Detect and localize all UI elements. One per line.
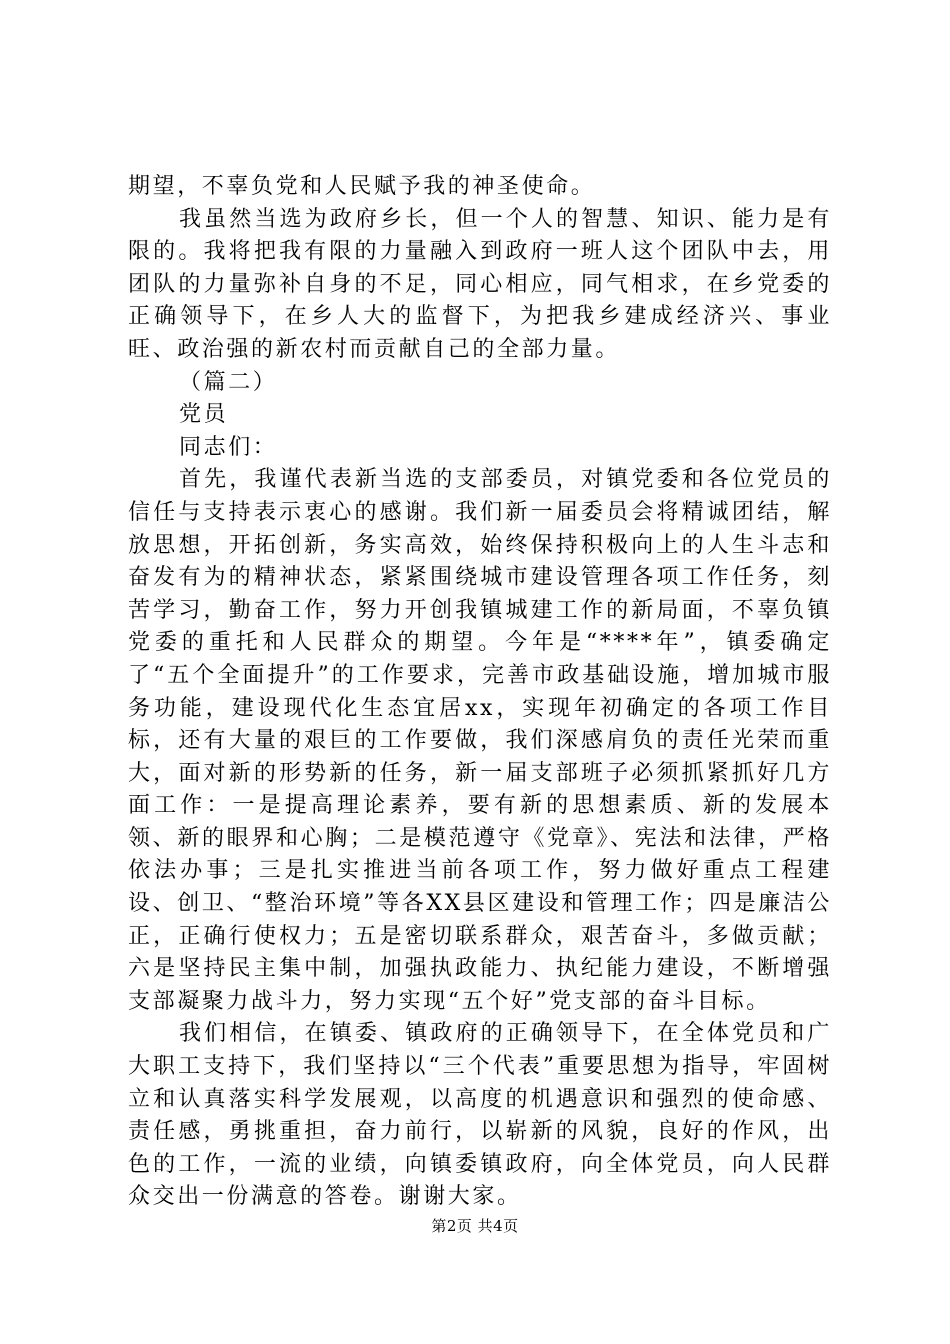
paragraph-thanks: 首先，我谨代表新当选的支部委员，对镇党委和各位党员的信任与支持表示衷心的感谢。我们新一届委员会将精诚团结，解放思想，开拓创新，务实高效，始终保持积极向上的人生斗志和奋发有为的精神状态，紧紧围绕城市建设管理各项工作任务，刻苦学习，勤奋工作，努力开创我镇城建工作的新局面，不辜负镇党委的重托和人民群众的期望。今年是“****年”，镇委确定了“五个全面提升”的工作要求，完善市政基础设施，增加城市服务功能，建设现代化生态宜居xx，实现年初确定的各项工作目标，还有大量的艰巨的工作要做，我们深感肩负的责任光荣而重大，面对新的形势新的任务，新一届支部班子必须抓紧抓好几方面工作：一是提高理论素养，要有新的思想素质、新的发展本领、新的眼界和心胸；二是模范遵守《党章》、宪法和法律，严格依法办事；三是扎实推进当前各项工作，努力做好重点工程建设、创卫、“整治环境”等各XX县区建设和管理工作；四是廉洁公正，正确行使权力；五是密切联系群众，艰苦奋斗，多做贡献；六是坚持民主集中制，加强执政能力、执纪能力建设，不断增强支部凝聚力战斗力，努力实现“五个好”党支部的奋斗目标。	[128, 467, 832, 1014]
salutation-comrades: 同志们：	[179, 434, 278, 460]
section-heading: （篇二）	[179, 369, 278, 395]
paragraph-continuation: 期望，不辜负党和人民赋予我的神圣使命。	[128, 174, 596, 199]
document-body	[128, 171, 832, 1214]
paragraph-township-head: 我虽然当选为政府乡长，但一个人的智慧、知识、能力是有限的。我将把我有限的力量融入到政府一班人这个团队中去，用团队的力量弥补自身的不足，同心相应，同气相求，在乡党委的正确领导下，在乡人大的监督下，为把我乡建成经济兴、事业旺、政治强的新农村而贡献自己的全部力量。	[128, 206, 832, 362]
page-number: 第2页 共4页	[431, 1217, 519, 1235]
paragraph-closing: 我们相信，在镇委、镇政府的正确领导下，在全体党员和广大职工支持下，我们坚持以“三个代表”重要思想为指导，牢固树立和认真落实科学发展观，以高度的机遇意识和强烈的使命感、责任感，勇挑重担，奋力前行，以崭新的风貌，良好的作风，出色的工作，一流的业绩，向镇委镇政府，向全体党员，向人民群众交出一份满意的答卷。谢谢大家。	[128, 1021, 832, 1210]
salutation-party-members: 党员	[179, 402, 229, 428]
